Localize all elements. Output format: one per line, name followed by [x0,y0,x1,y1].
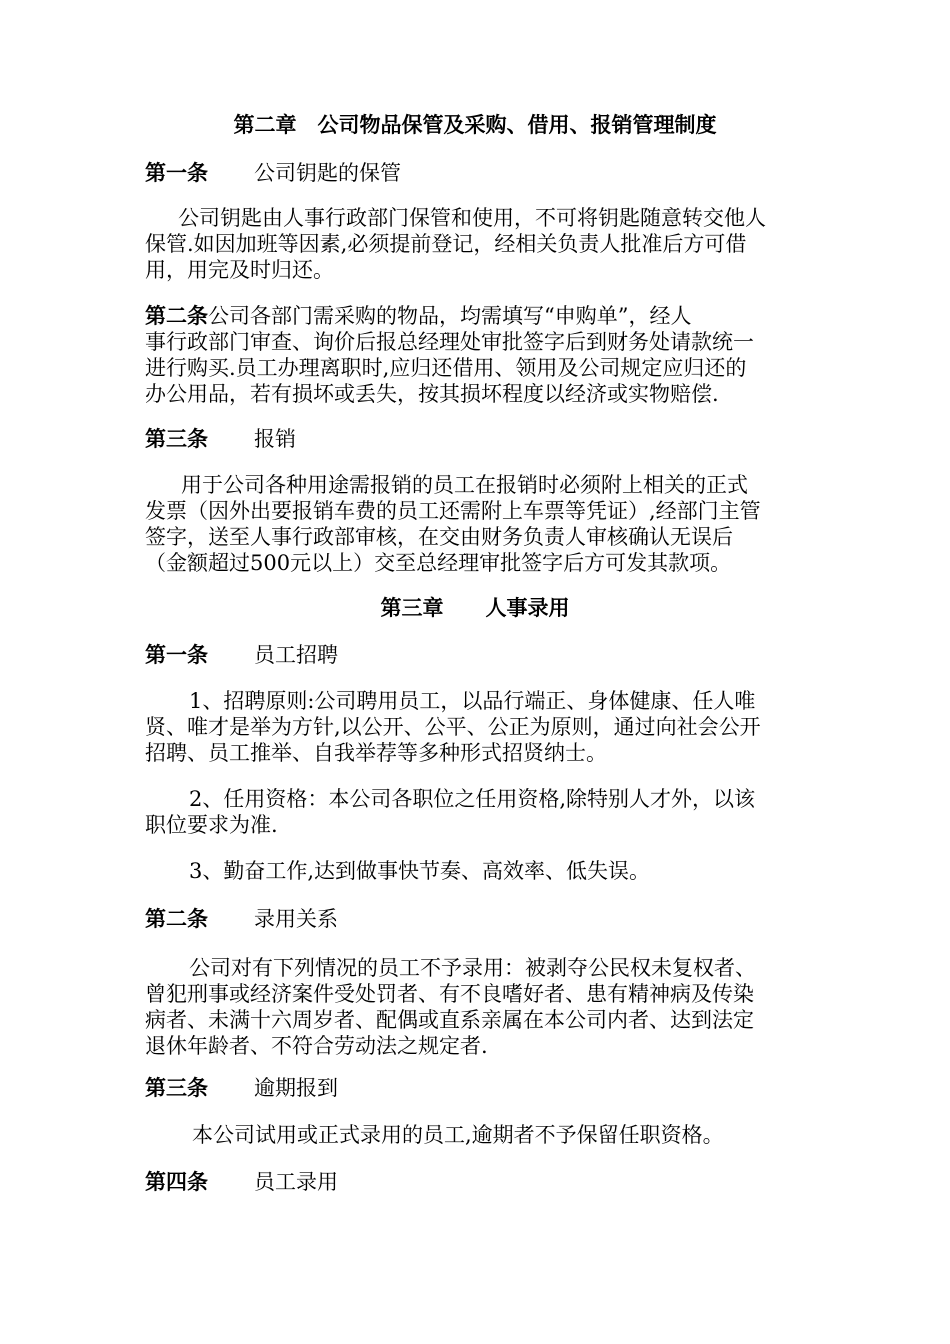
article-title: 报销 [254,427,296,451]
body-line: 退休年龄者、不符合劳动法之规定者. [145,1034,488,1058]
chapter-2-article-1-heading [145,160,807,186]
chapter-2-article-2 [145,303,807,407]
article-title: 公司钥匙的保管 [254,161,401,185]
article-number: 第三条 [145,427,208,451]
article-number: 第二条 [145,907,208,931]
body-line: 贤、唯才是举为方针,以公开、公平、公正为原则，通过向社会公开 [145,715,761,739]
chapter-3-article-1-item-3 [145,858,807,884]
body-line: 公司对有下列情况的员工不予录用：被剥夺公民权未复权者、 [189,956,756,980]
body-line: 3、勤奋工作,达到做事快节奏、高效率、低失误。 [189,859,651,883]
chapter-3-article-3-heading [145,1075,807,1101]
article-title: 逾期报到 [254,1076,338,1100]
body-line: 曾犯刑事或经济案件受处罚者、有不良嗜好者、患有精神病及传染 [145,982,754,1006]
chapter-2-title: 第二章 公司物品保管及采购、借用、报销管理制度 [233,113,717,137]
chapter-2-article-1-body [145,205,807,283]
body-line: 公司钥匙由人事行政部门保管和使用，不可将钥匙随意转交他人 [178,206,766,230]
body-line: 签字，送至人事行政部审核，在交由财务负责人审核确认无误后 [145,525,733,549]
body-line: （金额超过500元以上）交至总经理审批签字后方可发其款项。 [145,551,732,575]
article-number: 第二条 [145,304,208,328]
chapter-2-article-3-body [145,472,807,576]
body-line: 招聘、员工推举、自我举荐等多种形式招贤纳士。 [145,741,607,765]
chapter-3-article-2-heading [145,906,807,932]
body-line: 公司各部门需采购的物品，均需填写“申购单”，经人 [208,304,692,328]
article-number: 第四条 [145,1170,208,1194]
body-line: 保管.如因加班等因素,必须提前登记，经相关负责人批准后方可借 [145,232,747,256]
article-number: 第三条 [145,1076,208,1100]
chapter-3-article-1-heading [145,642,807,668]
body-line: 2、任用资格：本公司各职位之任用资格,除特别人才外，以该 [189,787,756,811]
chapter-3-article-3-body [145,1122,807,1148]
chapter-3-title: 第三章 人事录用 [380,596,570,620]
body-line: 进行购买.员工办理离职时,应归还借用、领用及公司规定应归还的 [145,356,747,380]
article-title: 员工录用 [254,1170,338,1194]
body-line: 事行政部门审查、询价后报总经理处审批签字后到财务处请款统一 [145,330,754,354]
article-number: 第一条 [145,643,208,667]
body-line: 职位要求为准. [145,813,278,837]
body-line: 办公用品，若有损坏或丢失，按其损坏程度以经济或实物赔偿. [145,382,719,406]
article-title: 员工招聘 [254,643,338,667]
chapter-3-article-1-item-2 [145,786,807,838]
article-number: 第一条 [145,161,208,185]
body-line: 发票（因外出要报销车费的员工还需附上车票等凭证）,经部门主管 [145,499,761,523]
article-title: 录用关系 [254,907,338,931]
chapter-3-article-2-body [145,955,807,1059]
body-line: 本公司试用或正式录用的员工,逾期者不予保留任职资格。 [192,1123,724,1147]
body-line: 1、招聘原则:公司聘用员工，以品行端正、身体健康、任人唯 [189,689,756,713]
body-line: 用于公司各种用途需报销的员工在报销时必须附上相关的正式 [181,473,748,497]
chapter-2-article-3-heading [145,426,807,452]
chapter-3-article-1-item-1 [145,688,807,766]
chapter-3-article-4-heading [145,1169,807,1195]
body-line: 病者、未满十六周岁者、配偶或直系亲属在本公司内者、达到法定 [145,1008,754,1032]
body-line: 用，用完及时归还。 [145,258,334,282]
